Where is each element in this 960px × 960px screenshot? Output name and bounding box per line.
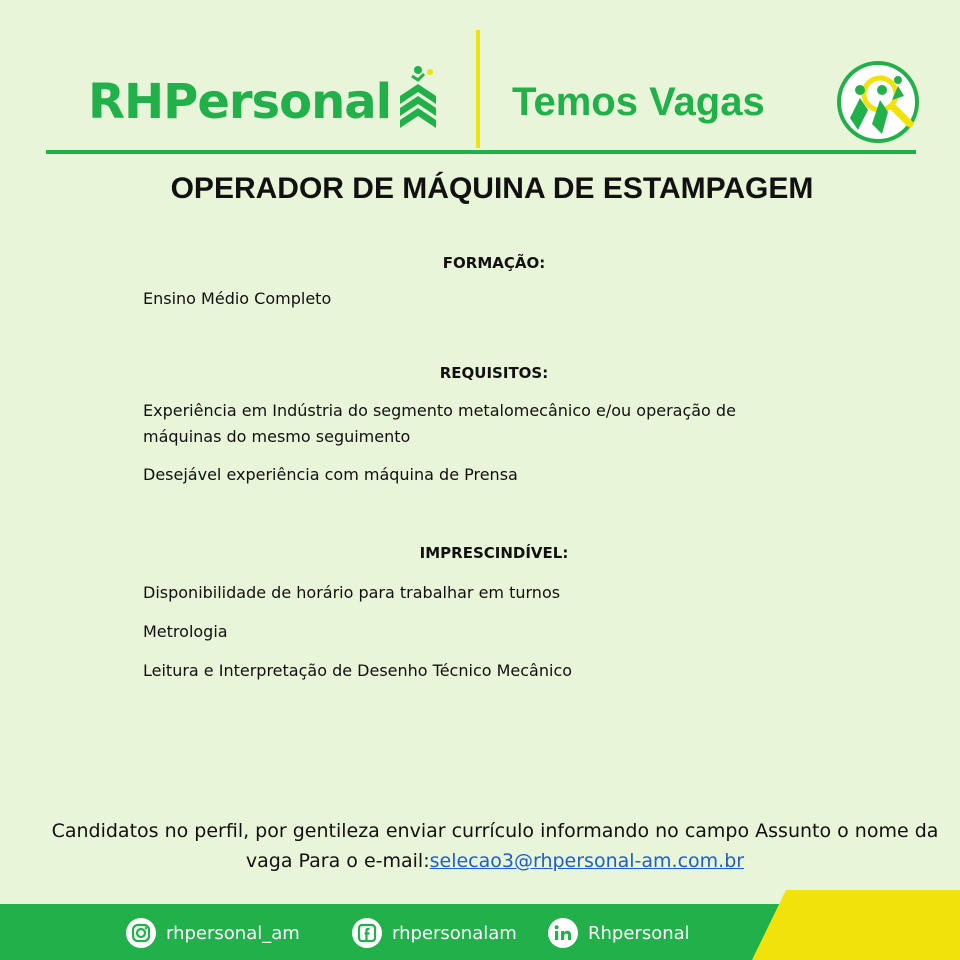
- requirement-item: Ensino Médio Completo: [143, 289, 332, 308]
- social-linkedin-label: Rhpersonal: [588, 922, 690, 944]
- requirement-item: Metrologia: [143, 622, 228, 641]
- header-rule: [46, 150, 916, 154]
- linkedin-icon: [548, 918, 578, 948]
- social-facebook-label: rhpersonalam: [392, 922, 517, 944]
- requirement-item: Desejável experiência com máquina de Prensa: [143, 465, 518, 484]
- social-instagram[interactable]: [126, 918, 300, 948]
- brand-logo-text: RHPersonal: [88, 74, 392, 130]
- social-linkedin[interactable]: [548, 918, 690, 948]
- section-heading-requisitos: REQUISITOS:: [439, 364, 549, 382]
- application-instructions: [30, 816, 960, 876]
- instagram-icon: [126, 918, 156, 948]
- tagline: Temos Vagas: [512, 80, 765, 124]
- header-divider: [476, 30, 480, 148]
- social-instagram-label: rhpersonal_am: [166, 922, 300, 944]
- requirement-item: Leitura e Interpretação de Desenho Técnico Mecânico: [143, 661, 573, 680]
- section-heading-imprescindivel: IMPRESCINDÍVEL:: [419, 544, 569, 562]
- requirement-item: Experiência em Indústria do segmento metalomecânico e/ou operação de máquinas do mesmo seguimento: [143, 401, 736, 446]
- section-heading-formacao: FORMAÇÃO:: [442, 254, 546, 272]
- requirement-item: Disponibilidade de horário para trabalhar em turnos: [143, 583, 561, 602]
- social-facebook[interactable]: [352, 918, 517, 948]
- job-title: OPERADOR DE MÁQUINA DE ESTAMPAGEM: [170, 172, 814, 205]
- instruction-text: Candidatos no perfil, por gentileza enviar currículo informando no campo Assunto o nome da vaga Para o e-mail:: [51, 820, 939, 872]
- facebook-icon: [352, 918, 382, 948]
- brand-chevrons-icon: [396, 64, 440, 128]
- search-people-logo-icon: [836, 60, 922, 146]
- email-link[interactable]: selecao3@rhpersonal-am.com.br: [429, 850, 745, 872]
